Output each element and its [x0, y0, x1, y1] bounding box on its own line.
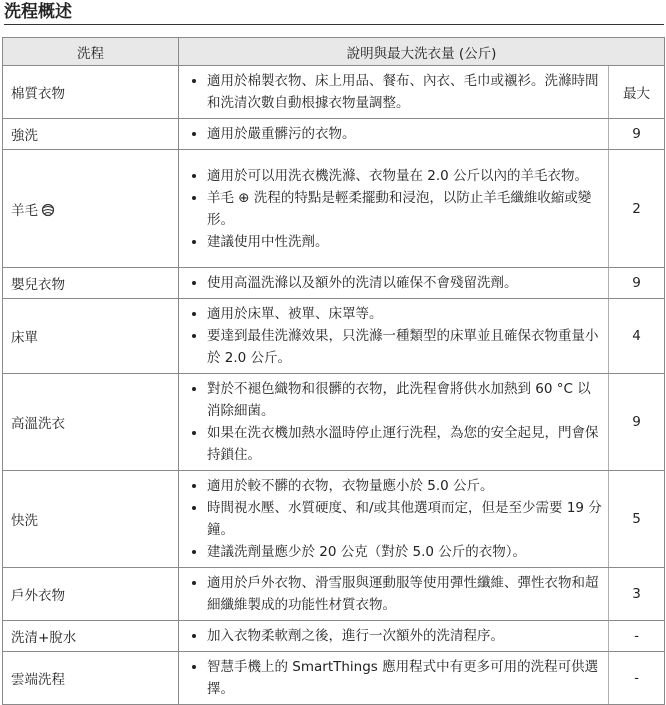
program-description	[179, 119, 609, 150]
table-row	[3, 150, 665, 268]
program-name-text: 快洗	[11, 513, 38, 529]
list-item: • 適用於可以用洗衣機洗滌、衣物量在 2.0 公斤以內的羊毛衣物。	[207, 165, 602, 187]
table-row	[3, 652, 665, 705]
list-item: • 適用於床單、被單、床罩等。	[207, 303, 602, 325]
program-name-text: 洗清+脫水	[11, 630, 77, 646]
table-row	[3, 299, 665, 374]
list-item: • 要達到最佳洗滌效果，只洗滌一種類型的床單並且確保衣物重量小於 2.0 公斤。	[207, 325, 602, 369]
list-item: • 適用於戶外衣物、滑雪服與運動服等使用彈性纖維、彈性衣物和超細纖維製成的功能性材質衣物。	[207, 572, 602, 616]
program-description	[179, 150, 609, 268]
max-load: 9	[609, 374, 665, 471]
program-name-text: 床單	[11, 330, 38, 346]
list-item: • 加入衣物柔軟劑之後，進行一次額外的洗清程序。	[207, 625, 602, 647]
program-name-text: 雲端洗程	[11, 672, 65, 688]
list-item: • 建議洗劑量應少於 20 公克（對於 5.0 公斤的衣物）。	[207, 541, 602, 563]
max-load: 4	[609, 299, 665, 374]
table-row	[3, 621, 665, 652]
max-load: 2	[609, 150, 665, 268]
list-item: • 適用於較不髒的衣物，衣物量應小於 5.0 公斤。	[207, 475, 602, 497]
list-item: • 對於不褪色織物和很髒的衣物，此洗程會將供水加熱到 60 °C 以消除細菌。	[207, 378, 602, 422]
section-title: 洗程概述	[4, 0, 664, 25]
program-name-text: 強洗	[11, 128, 38, 144]
list-item: • 建議使用中性洗劑。	[207, 231, 602, 253]
program-name	[3, 568, 179, 621]
program-name	[3, 119, 179, 150]
program-description	[179, 652, 609, 705]
wool-icon	[41, 203, 55, 217]
program-name-text: 羊毛	[11, 202, 38, 219]
program-name-text: 高溫洗衣	[11, 416, 65, 432]
program-name	[3, 471, 179, 568]
max-load: 9	[609, 268, 665, 299]
table-row	[3, 66, 665, 119]
program-description	[179, 471, 609, 568]
max-load: 9	[609, 119, 665, 150]
max-load: 3	[609, 568, 665, 621]
program-name-text: 戶外衣物	[11, 588, 65, 604]
program-table	[2, 37, 665, 705]
program-name	[3, 268, 179, 299]
table-row	[3, 568, 665, 621]
program-description	[179, 66, 609, 119]
list-item: • 適用於嚴重髒污的衣物。	[207, 123, 602, 145]
list-item: • 使用高溫洗滌以及額外的洗清以確保不會殘留洗劑。	[207, 272, 602, 294]
program-name	[3, 66, 179, 119]
list-item: • 羊毛 ⊕ 洗程的特點是輕柔擺動和浸泡，以防止羊毛纖維收縮或變形。	[207, 187, 602, 231]
program-description	[179, 268, 609, 299]
max-load: 最大	[609, 66, 665, 119]
program-name	[3, 621, 179, 652]
table-row	[3, 119, 665, 150]
table-row	[3, 374, 665, 471]
table-row	[3, 471, 665, 568]
max-load: -	[609, 652, 665, 705]
program-description	[179, 299, 609, 374]
program-name-text: 棉質衣物	[11, 86, 65, 102]
list-item: • 智慧手機上的 SmartThings 應用程式中有更多可用的洗程可供選擇。	[207, 656, 602, 700]
program-description	[179, 568, 609, 621]
list-item: • 如果在洗衣機加熱水溫時停止運行洗程，為您的安全起見，門會保持鎖住。	[207, 422, 602, 466]
header-description: 說明與最大洗衣量 (公斤)	[179, 38, 665, 66]
table-header-row	[3, 38, 665, 66]
program-name	[3, 299, 179, 374]
program-name	[3, 374, 179, 471]
program-description	[179, 621, 609, 652]
program-name	[3, 652, 179, 705]
header-program: 洗程	[3, 38, 179, 66]
program-name-text: 嬰兒衣物	[11, 277, 65, 293]
list-item: • 時間視水壓、水質硬度、和/或其他選項而定，但是至少需要 19 分鐘。	[207, 497, 602, 541]
max-load: -	[609, 621, 665, 652]
list-item: • 適用於棉製衣物、床上用品、餐布、內衣、毛巾或襯衫。洗滌時間和洗清次數自動根據衣物量調整。	[207, 70, 602, 114]
program-name	[3, 150, 179, 268]
table-row	[3, 268, 665, 299]
max-load: 5	[609, 471, 665, 568]
program-description	[179, 374, 609, 471]
